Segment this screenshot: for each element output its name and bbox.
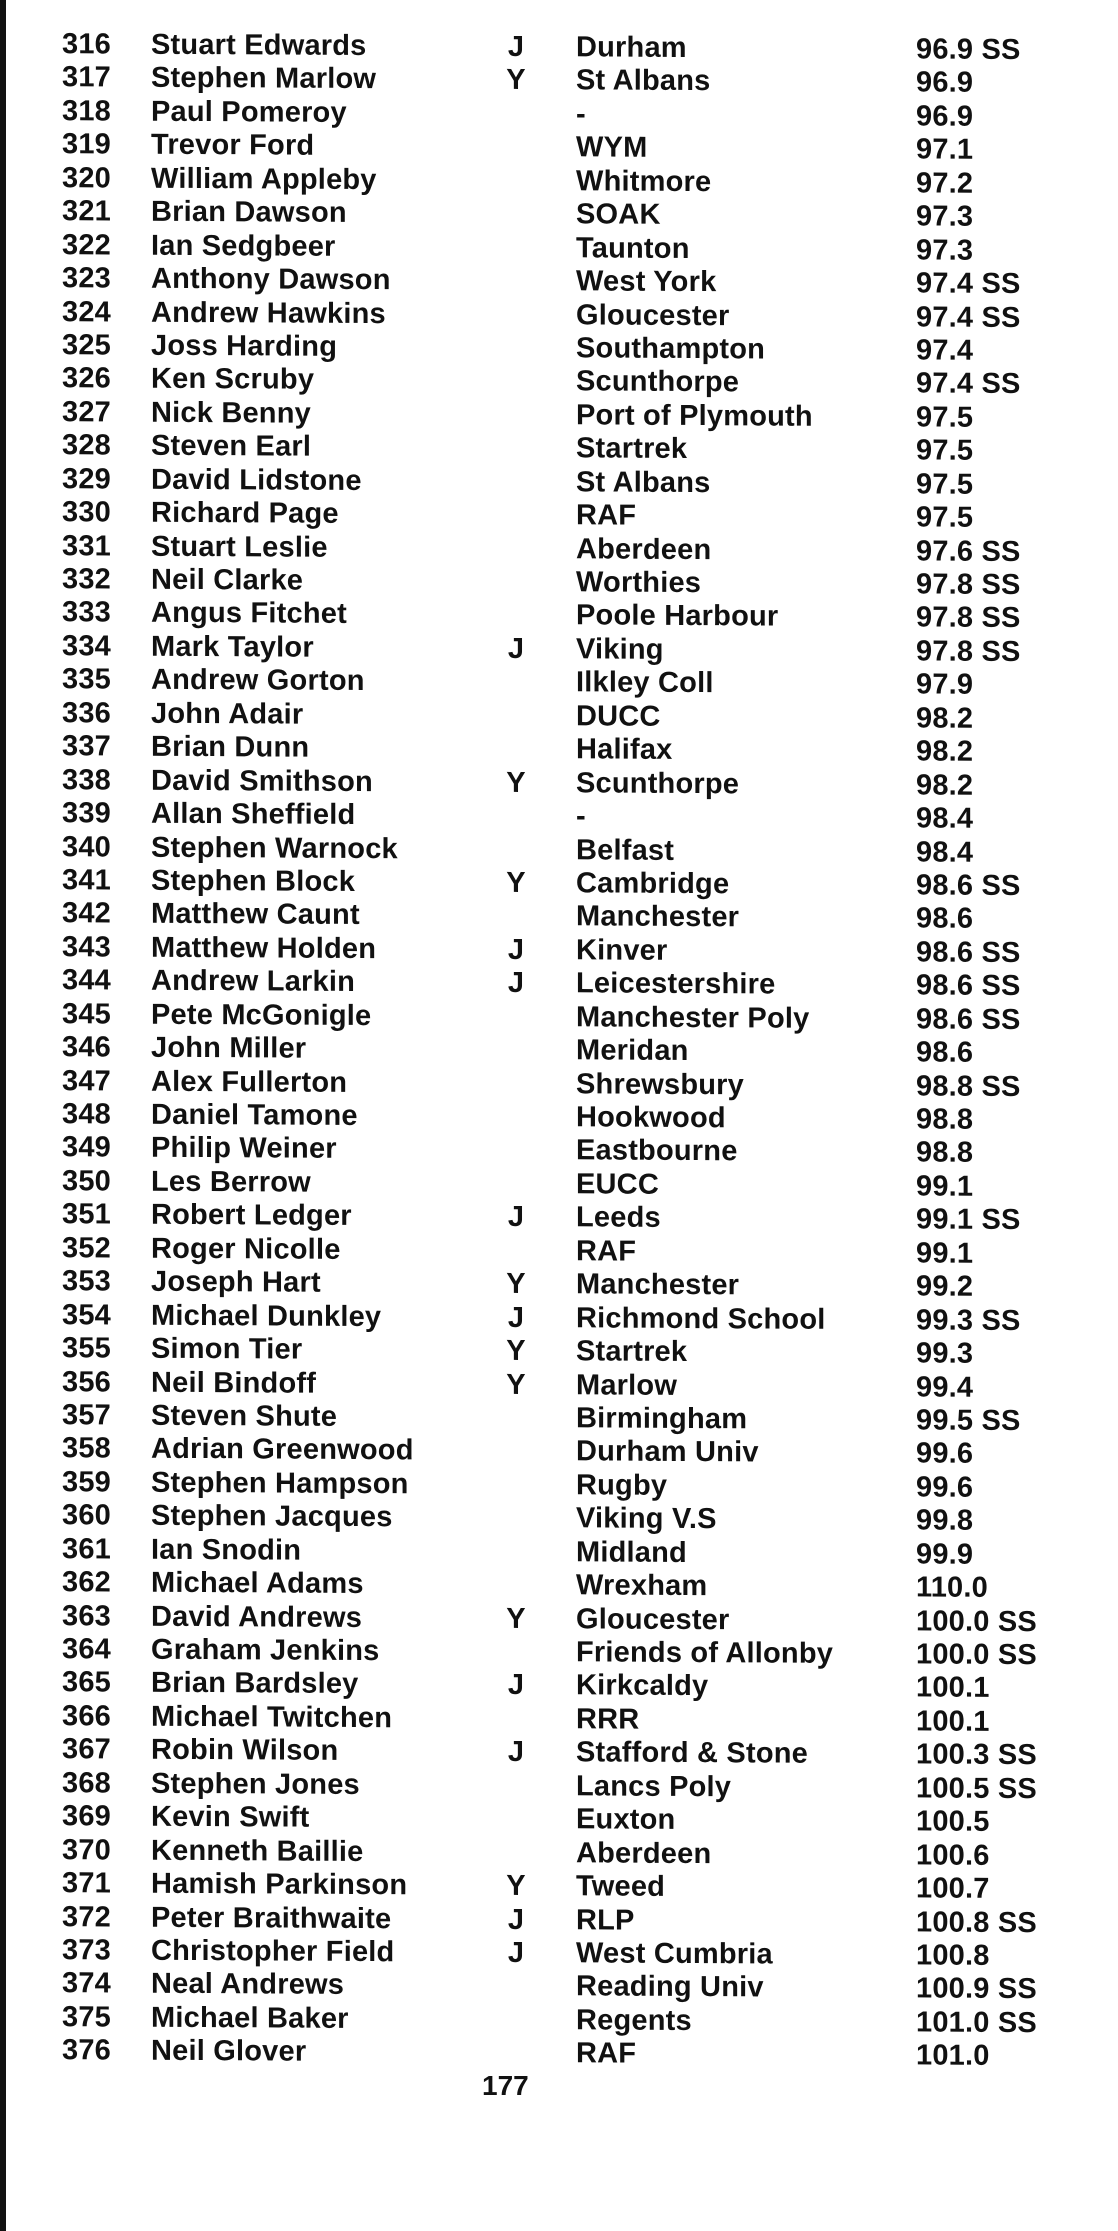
competitor-name: Matthew Caunt (151, 898, 360, 932)
club-name: Meridan (576, 1034, 689, 1068)
competitor-name: Stephen Jones (151, 1767, 360, 1801)
result-time: 99.3 (916, 1337, 974, 1370)
result-time: 98.6 SS (916, 869, 1021, 902)
position-number: 335 (62, 663, 111, 696)
result-time: 98.2 (916, 769, 974, 802)
club-name: Cambridge (576, 867, 730, 901)
club-name: Belfast (576, 833, 675, 867)
result-time: 97.8 SS (916, 601, 1021, 635)
competitor-name: Joseph Hart (151, 1265, 321, 1299)
club-name: Taunton (576, 231, 690, 265)
position-number: 334 (62, 630, 111, 663)
result-time: 98.4 (916, 835, 974, 869)
club-name: Ilkley Coll (576, 666, 714, 700)
competitor-name: Ken Scruby (151, 363, 315, 397)
result-time: 96.9 SS (916, 33, 1021, 67)
position-number: 328 (62, 429, 111, 462)
position-number: 326 (62, 362, 111, 395)
club-name: Startrek (576, 432, 688, 466)
position-number: 350 (62, 1165, 111, 1198)
competitor-name: Stephen Jacques (151, 1499, 393, 1534)
result-row (36, 2034, 1106, 2074)
category-code: Y (506, 1368, 526, 1401)
position-number: 346 (62, 1031, 111, 1064)
competitor-name: David Lidstone (151, 463, 362, 497)
category-code: Y (506, 1602, 526, 1635)
result-time: 97.1 (916, 133, 974, 167)
result-time: 97.8 SS (916, 635, 1021, 668)
competitor-name: Les Berrow (151, 1165, 311, 1199)
club-name: RRR (576, 1703, 640, 1736)
result-time: 99.1 (916, 1170, 974, 1203)
club-name: Eastbourne (576, 1134, 738, 1168)
category-code: J (507, 1669, 525, 1702)
club-name: Port of Plymouth (576, 399, 813, 433)
position-number: 372 (62, 1900, 111, 1933)
position-number: 339 (62, 797, 111, 830)
category-code: J (507, 1903, 525, 1936)
club-name: SOAK (576, 198, 661, 232)
results-list (36, 28, 1106, 2074)
position-number: 359 (62, 1465, 111, 1499)
result-time: 97.5 (916, 401, 974, 434)
position-number: 333 (62, 596, 111, 629)
position-number: 327 (62, 395, 111, 429)
result-time: 100.1 (916, 1671, 990, 1705)
category-code: J (507, 632, 525, 665)
competitor-name: Trevor Ford (151, 129, 315, 163)
position-number: 343 (62, 930, 111, 964)
competitor-name: John Miller (151, 1031, 307, 1065)
result-time: 96.9 (916, 66, 974, 100)
position-number: 321 (62, 195, 111, 228)
club-name: Viking (576, 633, 664, 666)
category-code: Y (506, 64, 526, 97)
result-time: 98.2 (916, 702, 974, 735)
position-number: 320 (62, 161, 111, 195)
competitor-name: Anthony Dawson (151, 262, 391, 297)
club-name: Manchester (576, 1268, 740, 1302)
position-number: 345 (62, 997, 111, 1031)
result-time: 97.4 (916, 334, 974, 367)
result-time: 98.6 (916, 902, 974, 936)
club-name: Worthies (576, 566, 702, 600)
position-number: 371 (62, 1867, 111, 1900)
competitor-name: Adrian Greenwood (151, 1433, 414, 1467)
club-name: Kinver (576, 934, 668, 967)
club-name: Halifax (576, 733, 673, 767)
result-time: 98.6 SS (916, 936, 1021, 969)
category-code: J (507, 967, 525, 1000)
position-number: 337 (62, 730, 111, 763)
position-number: 349 (62, 1131, 111, 1164)
position-number: 360 (62, 1499, 111, 1532)
competitor-name: Daniel Tamone (151, 1098, 358, 1132)
result-time: 101.0 (916, 2039, 990, 2073)
result-time: 100.5 SS (916, 1772, 1037, 1805)
club-name: Regents (576, 2004, 692, 2037)
result-time: 97.6 SS (916, 534, 1021, 568)
result-time: 98.4 (916, 802, 974, 835)
result-time: 98.2 (916, 735, 974, 768)
position-number: 341 (62, 864, 111, 897)
competitor-name: David Smithson (151, 764, 373, 798)
position-number: 347 (62, 1064, 111, 1098)
result-time: 98.8 SS (916, 1069, 1021, 1103)
competitor-name: Mark Taylor (151, 630, 314, 664)
club-name: Euxton (576, 1803, 676, 1837)
position-number: 348 (62, 1098, 111, 1131)
position-number: 370 (62, 1833, 111, 1867)
result-time: 98.6 (916, 1036, 974, 1069)
category-code: J (507, 1736, 525, 1769)
position-number: 365 (62, 1666, 111, 1699)
club-name: Viking V.S (576, 1502, 717, 1536)
result-time: 100.3 SS (916, 1738, 1037, 1772)
position-number: 367 (62, 1733, 111, 1766)
position-number: 316 (62, 28, 111, 61)
position-number: 323 (62, 262, 111, 295)
result-time: 100.7 (916, 1872, 990, 1905)
competitor-name: Brian Dawson (151, 195, 347, 230)
club-name: Leeds (576, 1201, 661, 1235)
result-time: 100.6 (916, 1839, 990, 1872)
result-time: 97.8 SS (916, 568, 1021, 602)
competitor-name: Peter Braithwaite (151, 1901, 392, 1935)
club-name: Lancs Poly (576, 1770, 732, 1803)
competitor-name: Pete McGonigle (151, 998, 372, 1032)
position-number: 336 (62, 696, 111, 730)
result-time: 98.8 (916, 1136, 974, 1170)
position-number: 373 (62, 1934, 111, 1967)
club-name: Durham (576, 31, 687, 64)
competitor-name: Steven Shute (151, 1399, 338, 1433)
position-number: 355 (62, 1332, 111, 1365)
position-number: 324 (62, 295, 111, 328)
position-number: 357 (62, 1399, 111, 1432)
result-time: 97.4 SS (916, 300, 1021, 334)
club-name: - (576, 98, 586, 131)
club-name: Manchester (576, 900, 740, 934)
club-name: Southampton (576, 332, 766, 366)
competitor-name: Graham Jenkins (151, 1633, 380, 1668)
club-name: St Albans (576, 465, 711, 499)
result-time: 97.2 (916, 167, 974, 200)
category-code: Y (506, 1334, 526, 1368)
competitor-name: Allan Sheffield (151, 797, 356, 832)
club-name: Startrek (576, 1335, 688, 1369)
club-name: Marlow (576, 1368, 678, 1402)
category-code: J (507, 1301, 525, 1334)
club-name: Tweed (576, 1870, 666, 1903)
result-time: 97.5 (916, 501, 974, 534)
result-time: 100.8 (916, 1939, 990, 1972)
club-name: DUCC (576, 700, 661, 733)
result-time: 99.1 SS (916, 1203, 1021, 1237)
position-number: 363 (62, 1599, 111, 1633)
club-name: Scunthorpe (576, 766, 740, 800)
club-name: Manchester Poly (576, 1000, 810, 1035)
position-number: 318 (62, 95, 111, 128)
competitor-name: Andrew Hawkins (151, 296, 386, 330)
position-number: 375 (62, 2000, 111, 2034)
result-time: 99.2 (916, 1270, 974, 1303)
competitor-name: David Andrews (151, 1600, 363, 1634)
competitor-name: John Adair (151, 697, 304, 731)
competitor-name: Brian Dunn (151, 730, 310, 764)
result-time: 99.8 (916, 1504, 974, 1537)
result-time: 97.4 SS (916, 267, 1021, 301)
category-code: Y (506, 866, 526, 899)
position-number: 366 (62, 1700, 111, 1733)
competitor-name: Matthew Holden (151, 931, 377, 965)
competitor-name: Stephen Marlow (151, 62, 377, 96)
position-number: 340 (62, 830, 111, 863)
result-time: 98.6 SS (916, 1003, 1021, 1036)
club-name: Poole Harbour (576, 599, 779, 633)
club-name: RAF (576, 2037, 637, 2070)
position-number: 361 (62, 1532, 111, 1566)
result-time: 101.0 SS (916, 2006, 1037, 2039)
club-name: Aberdeen (576, 532, 712, 566)
competitor-name: Andrew Gorton (151, 664, 365, 698)
club-name: Richmond School (576, 1301, 826, 1336)
competitor-name: Robert Ledger (151, 1199, 352, 1233)
competitor-name: Robin Wilson (151, 1734, 339, 1768)
position-number: 329 (62, 462, 111, 496)
club-name: - (576, 800, 586, 833)
club-name: Birmingham (576, 1402, 748, 1436)
competitor-name: William Appleby (151, 162, 377, 196)
club-name: Reading Univ (576, 1970, 764, 2004)
category-code: Y (506, 1869, 526, 1903)
club-name: Wrexham (576, 1569, 708, 1603)
result-time: 100.0 SS (916, 1604, 1037, 1638)
competitor-name: Kenneth Baillie (151, 1834, 364, 1868)
result-time: 98.6 SS (916, 969, 1021, 1003)
competitor-name: Stuart Leslie (151, 530, 328, 564)
club-name: Hookwood (576, 1101, 726, 1135)
position-number: 353 (62, 1265, 111, 1298)
competitor-name: Stephen Block (151, 864, 356, 898)
competitor-name: Brian Bardsley (151, 1667, 359, 1701)
result-time: 96.9 (916, 100, 974, 133)
competitor-name: Stephen Warnock (151, 831, 398, 865)
club-name: West York (576, 265, 717, 299)
category-code: J (507, 933, 525, 966)
competitor-name: Stephen Hampson (151, 1466, 409, 1501)
result-time: 99.1 (916, 1237, 974, 1270)
club-name: WYM (576, 131, 648, 165)
position-number: 354 (62, 1298, 111, 1332)
category-code: J (507, 30, 525, 63)
position-number: 322 (62, 228, 111, 262)
club-name: Scunthorpe (576, 365, 740, 399)
position-number: 376 (62, 2034, 111, 2067)
result-time: 97.5 (916, 468, 974, 501)
competitor-name: Michael Dunkley (151, 1299, 382, 1333)
result-time: 100.9 SS (916, 1972, 1037, 2006)
competitor-name: Nick Benny (151, 396, 311, 430)
result-time: 97.9 (916, 668, 974, 702)
position-number: 317 (62, 61, 111, 94)
competitor-name: Kevin Swift (151, 1800, 310, 1834)
result-time: 99.3 SS (916, 1304, 1021, 1337)
competitor-name: Richard Page (151, 496, 339, 530)
result-time: 97.4 SS (916, 367, 1021, 401)
position-number: 356 (62, 1365, 111, 1398)
competitor-name: Paul Pomeroy (151, 95, 347, 129)
category-code: Y (506, 1268, 526, 1301)
page-number: 177 (482, 2070, 529, 2101)
club-name: Shrewsbury (576, 1067, 744, 1101)
category-code: J (507, 1201, 525, 1234)
competitor-name: Philip Weiner (151, 1132, 337, 1166)
position-number: 358 (62, 1432, 111, 1465)
position-number: 325 (62, 329, 111, 362)
competitor-name: Simon Tier (151, 1332, 303, 1366)
result-time: 100.8 SS (916, 1905, 1037, 1939)
position-number: 364 (62, 1633, 111, 1666)
competitor-name: Angus Fitchet (151, 597, 347, 631)
competitor-name: Michael Adams (151, 1566, 364, 1601)
position-number: 374 (62, 1967, 111, 2000)
club-name: EUCC (576, 1168, 659, 1201)
category-code: J (507, 1936, 525, 1969)
result-time: 99.5 SS (916, 1404, 1021, 1437)
competitor-name: Joss Harding (151, 329, 338, 363)
competitor-name: Alex Fullerton (151, 1065, 348, 1099)
result-time: 110.0 (916, 1571, 988, 1604)
result-time: 97.3 (916, 234, 974, 267)
competitor-name: Michael Baker (151, 2001, 349, 2035)
competitor-name: Andrew Larkin (151, 964, 356, 999)
position-number: 331 (62, 529, 111, 563)
position-number: 362 (62, 1566, 111, 1599)
club-name: RLP (576, 1903, 635, 1937)
competitor-name: Christopher Field (151, 1934, 395, 1969)
position-number: 342 (62, 897, 111, 930)
competitor-name: Steven Earl (151, 429, 312, 463)
club-name: Midland (576, 1535, 687, 1569)
result-time: 100.0 SS (916, 1638, 1037, 1672)
category-code: Y (506, 766, 526, 799)
position-number: 351 (62, 1198, 111, 1231)
position-number: 319 (62, 128, 111, 161)
competitor-name: Neil Bindoff (151, 1366, 317, 1400)
result-time: 98.8 (916, 1103, 974, 1136)
result-time: 100.5 (916, 1805, 990, 1839)
competitor-name: Michael Twitchen (151, 1700, 393, 1735)
result-time: 97.5 (916, 434, 974, 467)
club-name: Aberdeen (576, 1836, 712, 1870)
competitor-name: Neil Clarke (151, 563, 304, 597)
position-number: 332 (62, 563, 111, 596)
position-number: 369 (62, 1800, 111, 1833)
result-time: 99.4 (916, 1370, 974, 1404)
position-number: 344 (62, 964, 111, 997)
club-name: Whitmore (576, 165, 712, 198)
competitor-name: Hamish Parkinson (151, 1867, 408, 1902)
position-number: 352 (62, 1231, 111, 1265)
club-name: RAF (576, 1235, 637, 1268)
competitor-name: Ian Snodin (151, 1533, 302, 1567)
competitor-name: Stuart Edwards (151, 28, 367, 63)
club-name: Rugby (576, 1469, 668, 1502)
position-number: 330 (62, 496, 111, 529)
position-number: 368 (62, 1766, 111, 1800)
club-name: West Cumbria (576, 1937, 773, 1971)
club-name: Kirkcaldy (576, 1669, 709, 1703)
club-name: Leicestershire (576, 967, 776, 1001)
position-number: 338 (62, 763, 111, 797)
club-name: St Albans (576, 64, 711, 98)
club-name: Stafford & Stone (576, 1736, 808, 1771)
competitor-name: Neil Glover (151, 2034, 307, 2068)
club-name: Gloucester (576, 1602, 730, 1636)
competitor-name: Neal Andrews (151, 1968, 345, 2002)
club-name: Friends of Allonby (576, 1636, 834, 1670)
result-time: 97.3 (916, 200, 974, 233)
club-name: Durham Univ (576, 1435, 759, 1469)
result-time: 99.9 (916, 1538, 974, 1571)
competitor-name: Roger Nicolle (151, 1232, 341, 1266)
result-time: 100.1 (916, 1705, 990, 1738)
competitor-name: Ian Sedgbeer (151, 229, 336, 263)
club-name: RAF (576, 499, 637, 532)
club-name: Gloucester (576, 298, 730, 332)
result-time: 99.6 (916, 1437, 974, 1471)
result-time: 99.6 (916, 1471, 974, 1504)
